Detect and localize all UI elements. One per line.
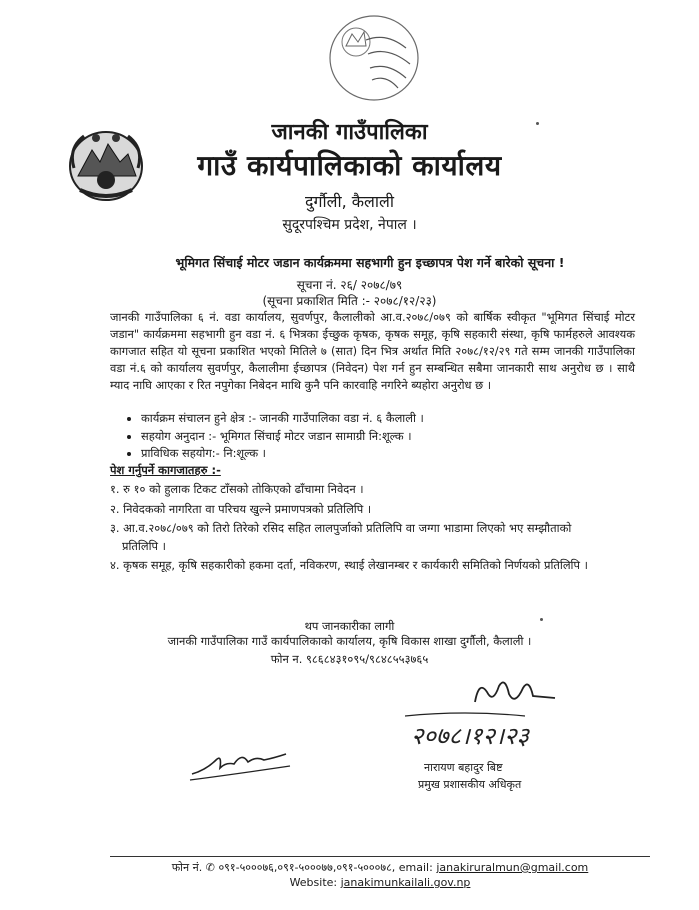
footer-phone: फोन नं. ✆ ०९१-५०००७६,०९१-५०००७७,०९१-५०००७८, email:: [171, 861, 437, 874]
handwritten-signature: [405, 672, 635, 752]
list-item: • सहयोग अनुदान :- भूमिगत सिंचाई मोटर जडान सामाग्री नि:शूल्क ।: [141, 428, 641, 446]
more-info-label: थप जानकारीका लागी: [304, 619, 395, 633]
list-item: २. निवेदकको नागरिता वा परिचय खुल्ने प्रमाणपत्रको प्रतिलिपि ।: [110, 501, 372, 516]
notice-body: जानकी गाउँपालिका ६ नं. वडा कार्यालय, सुवर्णपुर, कैलालीको आ.व.२०७८/०७९ को बार्षिक स्वीकृत "भूमिगत सिंचाई मोटर जडान" कार्यक्रममा सहभागी हुन वडा नं. ६ भित्रका ईच्छुक कृषक, कृषक समूह, कृषि सहकारी संस्था, कृषि फार्महरुले आवश्यक कागजात सहित यो सूचना प्रकाशित भएको मितिले ७ (सात) दिन भित्र अर्थात मिति २०७८/१२/२९ गते सम्म जानकी गाउँपालिका वडा नं.६ को कार्यालय सुवर्णपुर, कैलालीमा ईच्छापत्र (निवेदन) पेश गर्न हुन सम्बन्धित सबैमा जानकारी साथ अनुरोध छ । साथै म्याद नाघि आएका र रित नपुगेका निबेदन माथि कुनै पनि कारवाहि नगरिने ब्यहोरा अनुरोध छ ।: [110, 310, 635, 392]
notice-published-date: (सूचना प्रकाशित मिति :- २०७८/१२/२३): [262, 294, 437, 308]
footer-website: [110, 876, 650, 889]
office-location: दुर्गौली, कैलाली: [304, 192, 395, 211]
signer-title: प्रमुख प्रशासकीय अधिकृत: [418, 778, 522, 791]
website-link[interactable]: janakimunkailali.gov.np: [340, 876, 471, 889]
office-stamp: [326, 12, 422, 104]
contact-office: जानकी गाउँपालिका गाउँ कार्यपालिकाको कार्यालय, कृषि विकास शाखा दुर्गौली, कैलाली ।: [167, 634, 532, 648]
required-docs-list: [110, 481, 610, 577]
list-item: ३. आ.व.२०७८/०७९ को तिरो तिरेको रसिद सहित लालपुर्जाको प्रतिलिपि वा जग्गा भाडामा लिएको भए सम्झौताको प्रतिलिपि ।: [110, 521, 572, 553]
handwritten-initials: [186, 740, 296, 790]
list-item: • कार्यक्रम संचालन हुने क्षेत्र :- जानकी गाउँपालिका वडा नं. ६ कैलाली ।: [141, 410, 641, 428]
website-label: Website:: [289, 876, 341, 889]
contact-phone: फोन न. ९८६८४३१०९५/९८४८५५३७६५: [270, 652, 429, 666]
province-line: सुदूरपश्चिम प्रदेश, नेपाल ।: [282, 217, 417, 233]
footer-divider: [110, 856, 650, 857]
notice-subject: भूमिगत सिंचाई मोटर जडान कार्यक्रममा सहभागी हुन इच्छापत्र पेश गर्ने बारेको सूचना !: [175, 255, 565, 270]
footer-email-link[interactable]: janakiruralmun@gmail.com: [436, 861, 589, 874]
footer-contact: [110, 860, 650, 875]
notice-number: सूचना नं. २६/ २०७८/७९: [296, 278, 403, 292]
required-docs-heading: पेश गर्नुपर्ने कागजातहरु :-: [110, 463, 221, 477]
municipality-name: जानकी गाउँपालिका: [271, 120, 428, 145]
list-item: ४. कृषक समूह, कृषि सहकारीको हकमा दर्ता, नविकरण, स्थाई लेखानम्बर र कार्यकारी समितिको निर्णयको प्रतिलिपि ।: [110, 558, 588, 572]
list-item: १. रु १० को हुलाक टिकट टाँसको तोकिएको ढाँचामा निवेदन ।: [110, 482, 364, 496]
signer-name: नारायण बहादुर बिष्ट: [424, 761, 503, 774]
office-name: गाउँ कार्यपालिकाको कार्यालय: [197, 149, 502, 182]
list-item: • प्राविधिक सहयोग:- नि:शूल्क ।: [141, 445, 641, 463]
signature-date: २०७८।१२।२३: [411, 722, 530, 750]
notice-bullet-list: [125, 410, 641, 463]
